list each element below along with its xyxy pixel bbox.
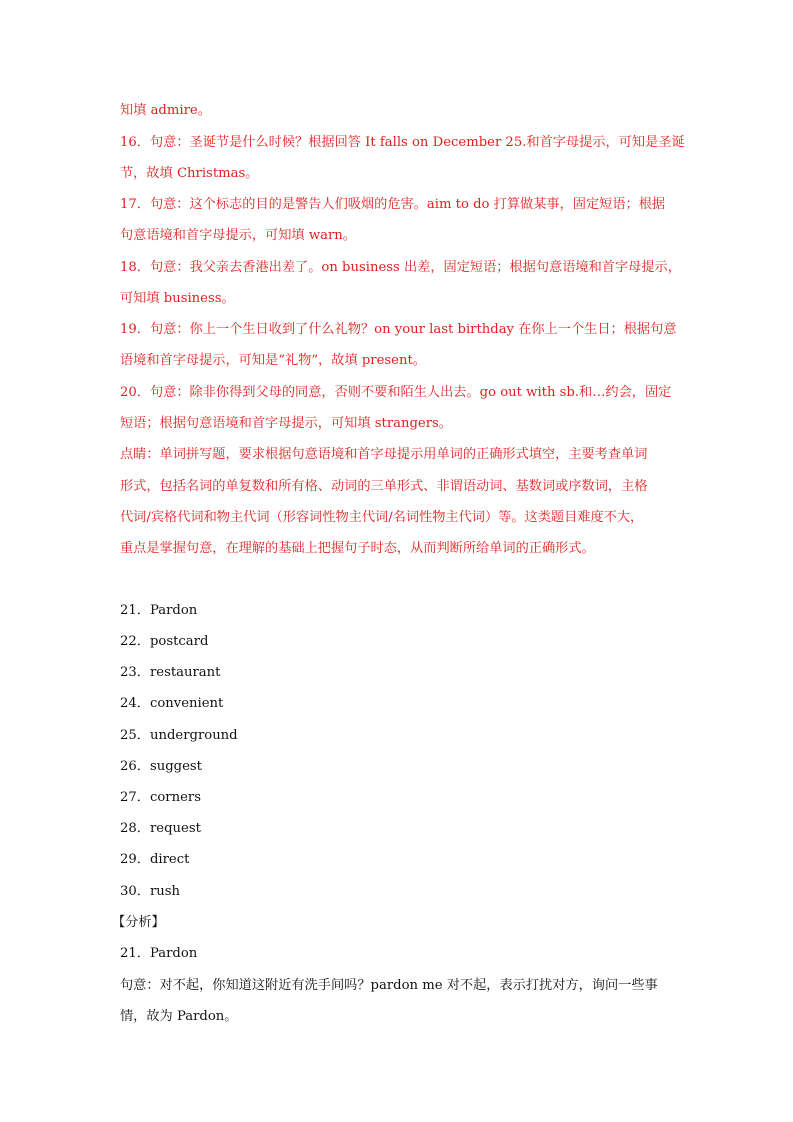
tip-line: 代词/宾格代词和物主代词（形容词性物主代词/名词性物主代词）等。这类题目难度不大， [120, 510, 644, 525]
analysis-text-line: 句意：对不起，你知道这附近有洗手间吗？pardon me 对不起，表示打扰对方，询问一些事 [120, 978, 658, 993]
answer-item: 27．corners [120, 790, 201, 805]
explanation-line: 17．句意：这个标志的目的是警告人们吸烟的危害。aim to do 打算做某事，固定短语；根据 [120, 197, 666, 212]
explanation-line: 短语；根据句意语境和首字母提示，可知填 strangers。 [120, 416, 452, 431]
tip-line: 点睛：单词拼写题，要求根据句意语境和首字母提示用单词的正确形式填空，主要考查单词 [120, 447, 648, 462]
analysis-heading: 【分析】 [112, 915, 165, 930]
explanation-line: 16．句意：圣诞节是什么时候？根据回答 It falls on December 25.和首字母提示，可知是圣诞 [120, 135, 685, 150]
answer-item: 22．postcard [120, 634, 209, 649]
tip-line: 重点是掌握句意，在理解的基础上把握句子时态，从而判断所给单词的正确形式。 [120, 541, 595, 556]
answer-item: 25．underground [120, 728, 238, 743]
answer-item: 21．Pardon [120, 603, 198, 618]
explanation-line: 节，故填 Christmas。 [120, 166, 259, 181]
answer-item: 24．convenient [120, 696, 224, 711]
answer-item: 30．rush [120, 884, 181, 899]
explanation-line: 19．句意：你上一个生日收到了什么礼物？on your last birthday 在你上一个生日；根据句意 [120, 322, 677, 337]
analysis-item: 21．Pardon [120, 946, 198, 961]
tip-line: 形式，包括名词的单复数和所有格、动词的三单形式、非谓语动词、基数词或序数词，主格 [120, 479, 648, 494]
answer-item: 28．request [120, 821, 201, 836]
explanation-line: 可知填 business。 [120, 291, 235, 306]
explanation-line: 20．句意：除非你得到父母的同意，否则不要和陌生人出去。go out with sb.和…约会，固定 [120, 385, 672, 400]
analysis-text-line: 情，故为 Pardon。 [120, 1009, 238, 1024]
explanation-line: 句意语境和首字母提示，可知填 warn。 [120, 228, 356, 243]
explanation-line: 18．句意：我父亲去香港出差了。on business 出差，固定短语；根据句意语境和首字母提示， [120, 260, 681, 275]
explanation-line: 知填 admire。 [120, 103, 211, 118]
explanation-line: 语境和首字母提示，可知是“礼物”，故填 present。 [120, 353, 426, 368]
answer-item: 26．suggest [120, 759, 202, 774]
answer-item: 29．direct [120, 852, 190, 867]
answer-item: 23．restaurant [120, 665, 221, 680]
